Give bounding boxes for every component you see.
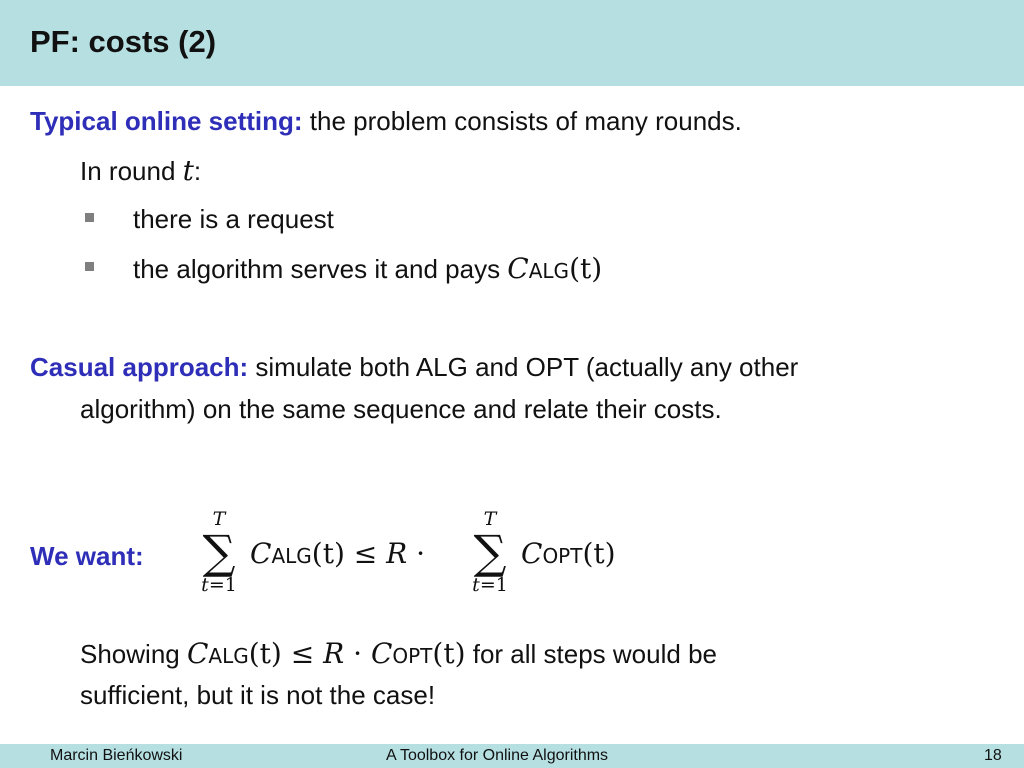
sum-sigma-icon: ∑ (202, 525, 236, 579)
showing-prefix: Showing (80, 639, 187, 669)
math-alg-subscript: ALG (208, 644, 249, 668)
footer-author: Marcin Bieńkowski (50, 747, 183, 764)
math-r: R (323, 637, 345, 670)
math-r: R (386, 537, 408, 570)
sum-upper-limit: T (212, 508, 226, 530)
math-c: C (507, 252, 529, 285)
math-c: C (370, 637, 393, 670)
math-t-arg: (t) (569, 252, 603, 285)
math-c: C (250, 537, 272, 570)
paragraph-casual-approach (30, 350, 798, 384)
round-suffix: : (193, 156, 202, 186)
math-opt-subscript: OPT (542, 544, 583, 568)
math-cdot: · (416, 537, 426, 570)
paragraph-typical-online-setting (30, 104, 742, 138)
we-want-label (30, 539, 144, 573)
math-t-arg: (t) (311, 537, 345, 570)
math-leq: ≤ (353, 537, 378, 570)
math-c: C (186, 637, 209, 670)
sum-operator-right (465, 508, 515, 596)
paragraph-casual-approach-line2: algorithm) on the same sequence and relate their costs. (80, 394, 722, 424)
sum-sigma-icon: ∑ (473, 525, 507, 579)
footer-page-number: 18 (984, 747, 1002, 764)
sum-lower-limit (465, 574, 515, 596)
bullet-square-icon (85, 262, 94, 271)
slide-title: PF: costs (2) (30, 24, 217, 59)
formula-left-sum-term (250, 537, 425, 570)
round-prefix: In round (80, 156, 183, 186)
math-leq: ≤ (290, 637, 315, 670)
bullet-item-request: there is a request (133, 204, 334, 234)
formula-cost-alg (507, 252, 602, 285)
keyword-casual-approach: Casual approach: (30, 352, 249, 382)
keyword-typical-online-setting: Typical online setting: (30, 106, 303, 136)
footer-presentation-title: A Toolbox for Online Algorithms (386, 747, 609, 764)
sum-upper-limit: T (483, 508, 497, 530)
paragraph-text: simulate both ALG and OPT (actually any other (248, 352, 799, 382)
math-opt-subscript: OPT (392, 644, 433, 668)
sum-lower-var: t (472, 574, 480, 596)
formula-right-sum-term (521, 537, 616, 570)
showing-line (80, 637, 717, 673)
formula-step-inequality (187, 637, 466, 670)
paragraph-text: the problem consists of many rounds. (302, 106, 742, 136)
round-line (80, 154, 201, 188)
bullet-square-icon (85, 213, 94, 222)
bullet-item-algorithm-pays (133, 252, 602, 288)
keyword-we-want: We want: (30, 541, 144, 571)
sum-lower-limit (194, 574, 244, 596)
math-t-arg: (t) (582, 537, 616, 570)
math-variable-t: t (182, 154, 194, 187)
math-c: C (521, 537, 543, 570)
math-t-arg: (t) (248, 637, 282, 670)
math-cdot: · (353, 637, 363, 670)
math-alg-subscript: ALG (528, 259, 570, 283)
math-alg-subscript: ALG (271, 544, 312, 568)
showing-line2: sufficient, but it is not the case! (80, 680, 436, 710)
sum-lower-eq: =1 (479, 574, 508, 596)
sum-lower-var: t (201, 574, 209, 596)
math-t-arg: (t) (432, 637, 466, 670)
bullet-text: the algorithm serves it and pays (133, 254, 508, 284)
sum-lower-eq: =1 (208, 574, 237, 596)
sum-operator-left (194, 508, 244, 596)
showing-suffix: for all steps would be (465, 639, 717, 669)
